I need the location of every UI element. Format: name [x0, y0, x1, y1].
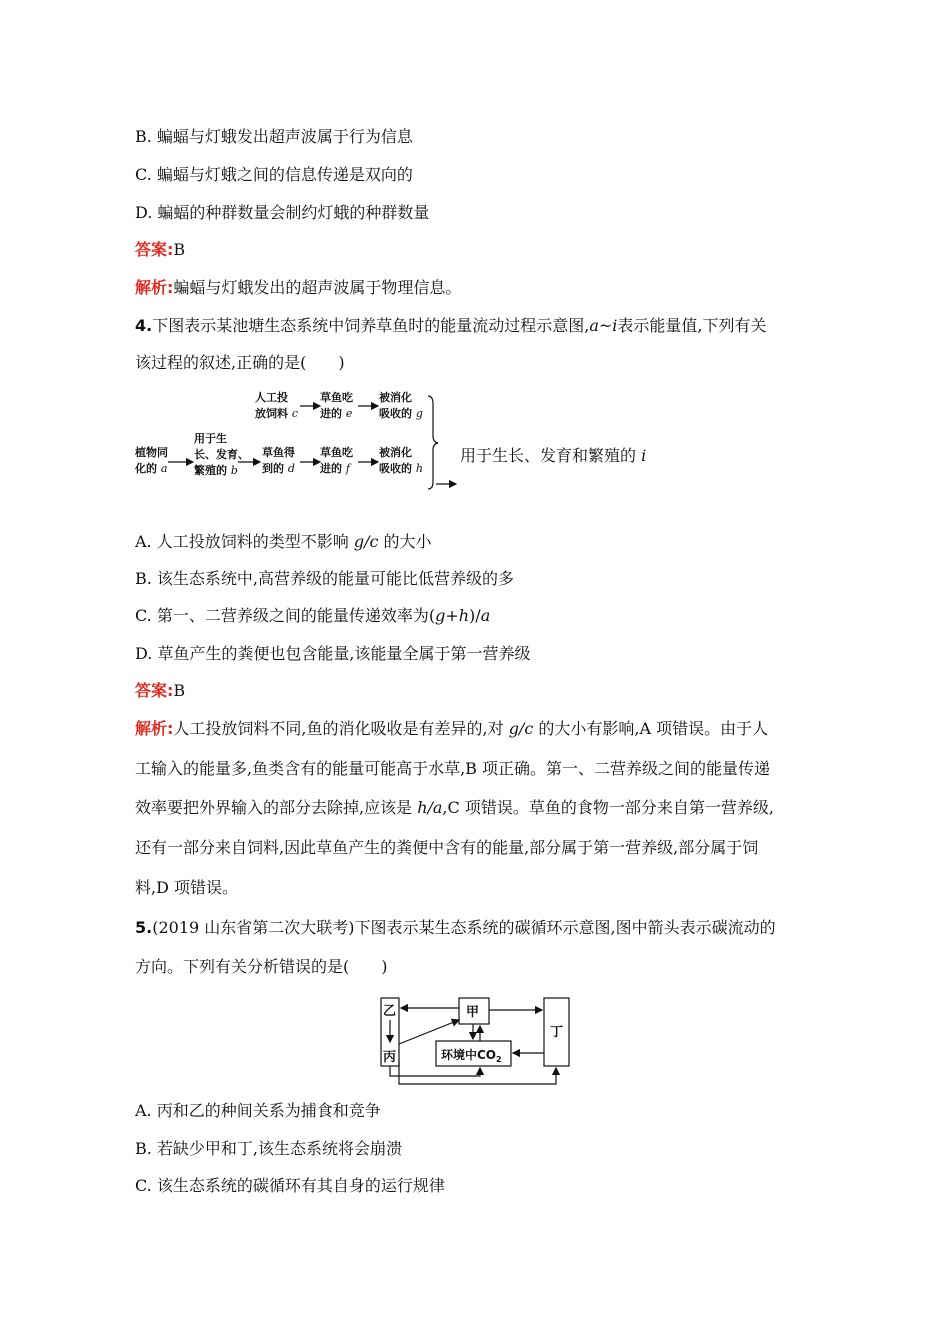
- answer-value: B: [173, 681, 186, 700]
- node-text: 草鱼吃: [320, 446, 353, 459]
- node-text: 用于生长、发育和繁殖的: [460, 446, 637, 465]
- analysis-text: 蝙蝠与灯蛾发出的超声波属于物理信息。: [173, 278, 462, 297]
- stem-var: a: [589, 316, 599, 335]
- analysis-text: 的大小有影响,A 项错误。由于人: [538, 719, 769, 738]
- node-text: 被消化: [379, 446, 412, 459]
- node-text: 人工投: [255, 391, 288, 404]
- node-growth: [194, 431, 249, 479]
- analysis-text: 人工投放饲料不同,鱼的消化吸收是有差异的,对: [173, 719, 504, 738]
- node-var: i: [641, 446, 647, 465]
- analysis-text: ,C 项错误。草鱼的食物一部分来自第一营养级,: [442, 798, 774, 817]
- q4-analysis-line2: 工输入的能量多,鱼类含有的能量可能高于水草,B 项正确。第一、二营养级之间的能量传递: [135, 759, 771, 778]
- stem-var: i: [612, 316, 618, 335]
- label-bing: 丙: [383, 1050, 397, 1065]
- node-text: 进的: [320, 462, 342, 475]
- analysis-label: 解析:: [135, 278, 174, 297]
- q5-stem-line1: [135, 917, 776, 939]
- node-result: [460, 443, 646, 466]
- node-feed: [255, 390, 298, 422]
- node-text: 用于生: [194, 432, 227, 445]
- analysis-var: h/a: [417, 798, 443, 817]
- node-text: 草鱼得: [262, 446, 295, 459]
- option-var: g+h: [435, 606, 470, 625]
- node-text: 进的: [320, 407, 342, 420]
- q4-analysis-line1: [135, 718, 768, 740]
- q5-option-b: B. 若缺少甲和丁,该生态系统将会崩溃: [135, 1139, 403, 1158]
- analysis-var: g/c: [508, 719, 534, 738]
- q4-option-b: B. 该生态系统中,高营养级的能量可能比低营养级的多: [135, 569, 515, 588]
- question-number: 5.: [135, 918, 153, 937]
- node-text: 植物同: [135, 446, 168, 459]
- stem-text: 下图表示某池塘生态系统中饲养草鱼时的能量流动过程示意图,: [152, 316, 590, 335]
- q4-option-c: [135, 605, 490, 627]
- answer-label: 答案:: [135, 681, 174, 700]
- node-text: 被消化: [379, 391, 412, 404]
- q3-option-c: C. 蝙蝠与灯蛾之间的信息传递是双向的: [135, 165, 413, 184]
- node-eat-feed: [320, 390, 353, 422]
- option-text: C. 第一、二营养级之间的能量传递效率为(: [135, 606, 436, 625]
- node-var: c: [291, 407, 299, 420]
- node-text: 到的: [262, 462, 284, 475]
- q4-analysis-line4: 还有一部分来自饲料,因此草鱼产生的粪便中含有的能量,部分属于第一营养级,部分属于饲: [135, 838, 759, 857]
- q5-option-a: A. 丙和乙的种间关系为捕食和竞争: [135, 1101, 381, 1120]
- node-var: g: [415, 407, 423, 420]
- answer-value: B: [173, 240, 186, 259]
- node-var: a: [160, 462, 168, 475]
- node-text: 草鱼吃: [320, 391, 353, 404]
- stem-tilde: ~: [598, 316, 613, 335]
- node-eat-plant: [320, 445, 353, 477]
- node-var: b: [230, 464, 238, 477]
- label-jia: 甲: [466, 1005, 480, 1020]
- node-var: h: [415, 462, 423, 475]
- node-text: 吸收的: [379, 407, 412, 420]
- q4-analysis-line3: [135, 797, 774, 819]
- option-var: g/c: [353, 532, 379, 551]
- option-text: 的大小: [383, 532, 432, 551]
- option-var: a: [480, 606, 491, 625]
- stem-text: 表示能量值,下列有关: [617, 316, 767, 335]
- label-yi: 乙: [383, 1004, 397, 1019]
- node-plant: [135, 445, 168, 477]
- node-absorb-feed: [379, 390, 423, 422]
- node-fish-get: [262, 445, 295, 477]
- q3-option-b: B. 蝙蝠与灯蛾发出超声波属于行为信息: [135, 127, 413, 146]
- node-text: 放饲料: [255, 407, 288, 420]
- node-absorb-plant: [379, 445, 423, 477]
- node-var: e: [345, 407, 353, 420]
- label-co2: 环境中$CO_2$: [441, 1048, 502, 1064]
- answer-label: 答案:: [135, 240, 174, 259]
- node-text: 吸收的: [379, 462, 412, 475]
- carbon-cycle-diagram: [370, 990, 590, 1090]
- q4-option-a: [135, 531, 432, 553]
- node-text: 化的: [135, 462, 157, 475]
- q3-option-d: D. 蝙蝠的种群数量会制约灯蛾的种群数量: [135, 203, 430, 222]
- q5-option-c: C. 该生态系统的碳循环有其自身的运行规律: [135, 1176, 445, 1195]
- node-var: f: [345, 462, 350, 475]
- option-text: )/: [469, 606, 481, 625]
- node-var: d: [287, 462, 295, 475]
- q4-answer: [135, 680, 185, 702]
- q4-analysis-line5: 料,D 项错误。: [135, 878, 239, 897]
- q4-option-d: D. 草鱼产生的粪便也包含能量,该能量全属于第一营养级: [135, 644, 531, 663]
- q5-stem-line2: 方向。下列有关分析错误的是( ): [135, 957, 388, 976]
- analysis-label: 解析:: [135, 719, 174, 738]
- q4-stem-line2: 该过程的叙述,正确的是( ): [135, 353, 345, 372]
- label-ding: 丁: [550, 1025, 564, 1040]
- stem-text: (2019 山东省第二次大联考)下图表示某生态系统的碳循环示意图,图中箭头表示碳流动的: [152, 918, 776, 937]
- node-text: 繁殖的: [194, 464, 227, 477]
- analysis-text: 效率要把外界输入的部分去除掉,应该是: [135, 798, 413, 817]
- node-text: 长、发育、: [194, 448, 249, 461]
- option-text: A. 人工投放饲料的类型不影响: [135, 532, 349, 551]
- question-number: 4.: [135, 316, 153, 335]
